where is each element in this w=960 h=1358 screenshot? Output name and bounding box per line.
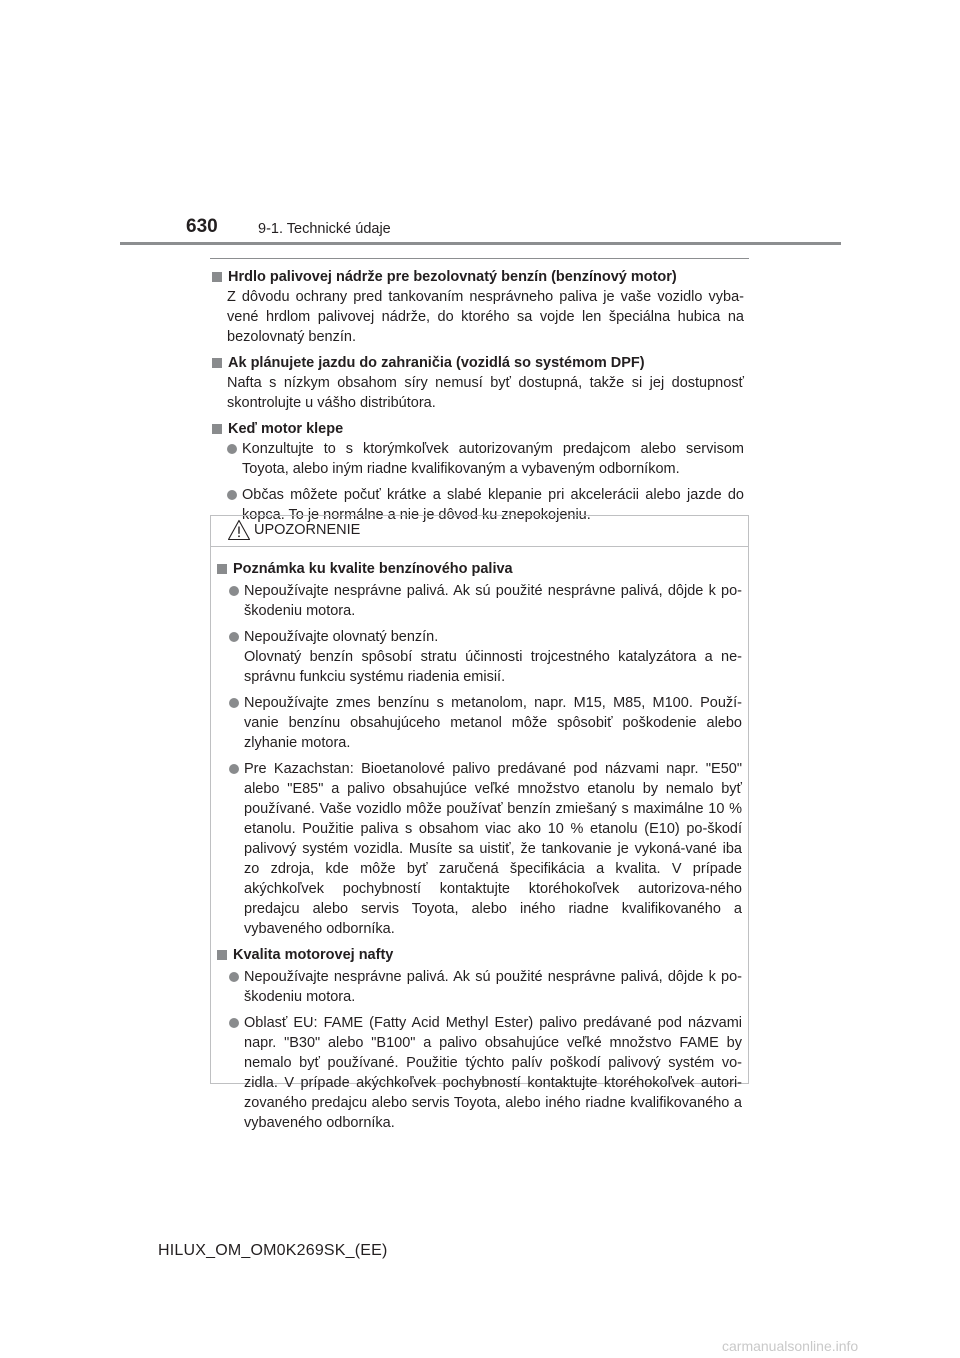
warning-list-item-text: Nepoužívajte nesprávne palivá. Ak sú použité nesprávne palivá, dôjde k po-škodeniu motora. (244, 969, 742, 1005)
warning-section-heading-text: Poznámka ku kvalite benzínového paliva (233, 561, 513, 577)
document-code: HILUX_OM_OM0K269SK_(EE) (158, 1242, 388, 1259)
warning-list-item (215, 759, 742, 939)
round-bullet-icon (229, 972, 239, 982)
warning-list-item-text: Nepoužívajte nesprávne palivá. Ak sú použité nesprávne palivá, dôjde k po-škodeniu motora. (244, 583, 742, 619)
list-item (210, 439, 750, 479)
warning-list-item (215, 627, 742, 687)
round-bullet-icon (227, 490, 237, 500)
warning-body (211, 547, 748, 1133)
square-bullet-icon (212, 272, 222, 282)
section-heading-text: Ak plánujete jazdu do zahraničia (vozidlá so systémom DPF) (228, 355, 645, 371)
square-bullet-icon (212, 424, 222, 434)
warning-list-item (215, 581, 742, 621)
square-bullet-icon (212, 358, 222, 368)
warning-title: UPOZORNENIE (254, 522, 361, 538)
warning-triangle-icon (227, 519, 251, 546)
warning-box (210, 515, 749, 1131)
round-bullet-icon (227, 444, 237, 454)
content-top-divider (210, 258, 749, 259)
warning-section-heading (215, 945, 742, 965)
warning-list-item-text: Nepoužívajte olovnatý benzín. Olovnatý benzín spôsobí stratu účinnosti trojcestného katalyzátora a ne-správnu funkciu systému riadenia emisií. (244, 629, 742, 685)
main-content (210, 265, 750, 531)
section-paragraph: Z dôvodu ochrany pred tankovaním nesprávneho paliva je vaše vozidlo vyba-vené hrdlom palivovej nádrže, do ktorého sa vojde len špeciálna hubica na bezolovnatý benzín. (227, 289, 744, 345)
section-title: 9-1. Technické údaje (258, 221, 391, 237)
round-bullet-icon (229, 764, 239, 774)
warning-list-item (215, 693, 742, 753)
section-heading-text: Keď motor klepe (228, 421, 344, 437)
round-bullet-icon (229, 1018, 239, 1028)
section-heading (210, 267, 750, 287)
list-item-text: Konzultujte to s ktorýmkoľvek autorizovaným predajcom alebo servisom Toyota, alebo iným riadne kvalifikovaným a vybaveným odborníkom. (242, 441, 744, 477)
round-bullet-icon (229, 586, 239, 596)
section-heading (210, 353, 750, 373)
warning-list-item-text: Nepoužívajte zmes benzínu s metanolom, napr. M15, M85, M100. Použí-vanie benzínu obsahujúceho metanol môže spôsobiť poškodenie alebo zlyhanie motora. (244, 695, 742, 751)
square-bullet-icon (217, 564, 227, 574)
warning-header (211, 516, 748, 547)
warning-list-item (215, 967, 742, 1007)
section-heading-text: Hrdlo palivovej nádrže pre bezolovnatý benzín (benzínový motor) (228, 269, 677, 285)
section-paragraph: Nafta s nízkym obsahom síry nemusí byť dostupná, takže si jej dostupnosť skontrolujte u vášho distribútora. (227, 375, 744, 411)
warning-list-item-text: Oblasť EU: FAME (Fatty Acid Methyl Ester) palivo predávané pod názvami napr. "B30" alebo "B100" a palivo obsahujúce veľké množstvo FAME by nemalo byť používané. Použitie týchto palív poškodí palivový systém vo-zidla. V prípade akýchkoľvek pochybností kontaktujte ktoréhokoľvek autori-zovaného predajcu alebo servis Toyota, alebo iného riadne kvalifikovaného a vybaveného odborníka. (244, 1015, 742, 1131)
warning-section-heading (215, 559, 742, 579)
page-header (0, 0, 960, 250)
warning-list-item-text: Pre Kazachstan: Bioetanolové palivo predávané pod názvami napr. "E50" alebo "E85" a palivo obsahujúce veľké množstvo etanolu by nemalo byť používané. Vaše vozidlo môže používať benzín zmiešaný s maximálne 10 % etanolu. Použitie paliva s obsahom viac ako 10 % etanolu (E10) po-škodí palivový systém vozidla. Musíte sa uistiť, že tankovanie je vykoná-vané iba zo zdroja, kde môže byť zaručená špecifikácia a kvalita. V prípade akýchkoľvek pochybností kontaktujte ktoréhokoľvek autorizova-ného predajcu alebo servis Toyota, alebo iného riadne kvalifikovaného a vybaveného odborníka. (244, 761, 742, 937)
warning-section-heading-text: Kvalita motorovej nafty (233, 947, 394, 963)
list-item-text: Občas môžete počuť krátke a slabé klepanie pri akcelerácii alebo jazde do kopca. To je normálne a nie je dôvod ku znepokojeniu. (242, 487, 744, 523)
header-divider (120, 242, 841, 245)
watermark-text: carmanualsonline.info (722, 1338, 859, 1354)
square-bullet-icon (217, 950, 227, 960)
page-number: 630 (186, 216, 218, 237)
warning-list-item (215, 1013, 742, 1133)
section-heading (210, 419, 750, 439)
round-bullet-icon (229, 698, 239, 708)
round-bullet-icon (229, 632, 239, 642)
